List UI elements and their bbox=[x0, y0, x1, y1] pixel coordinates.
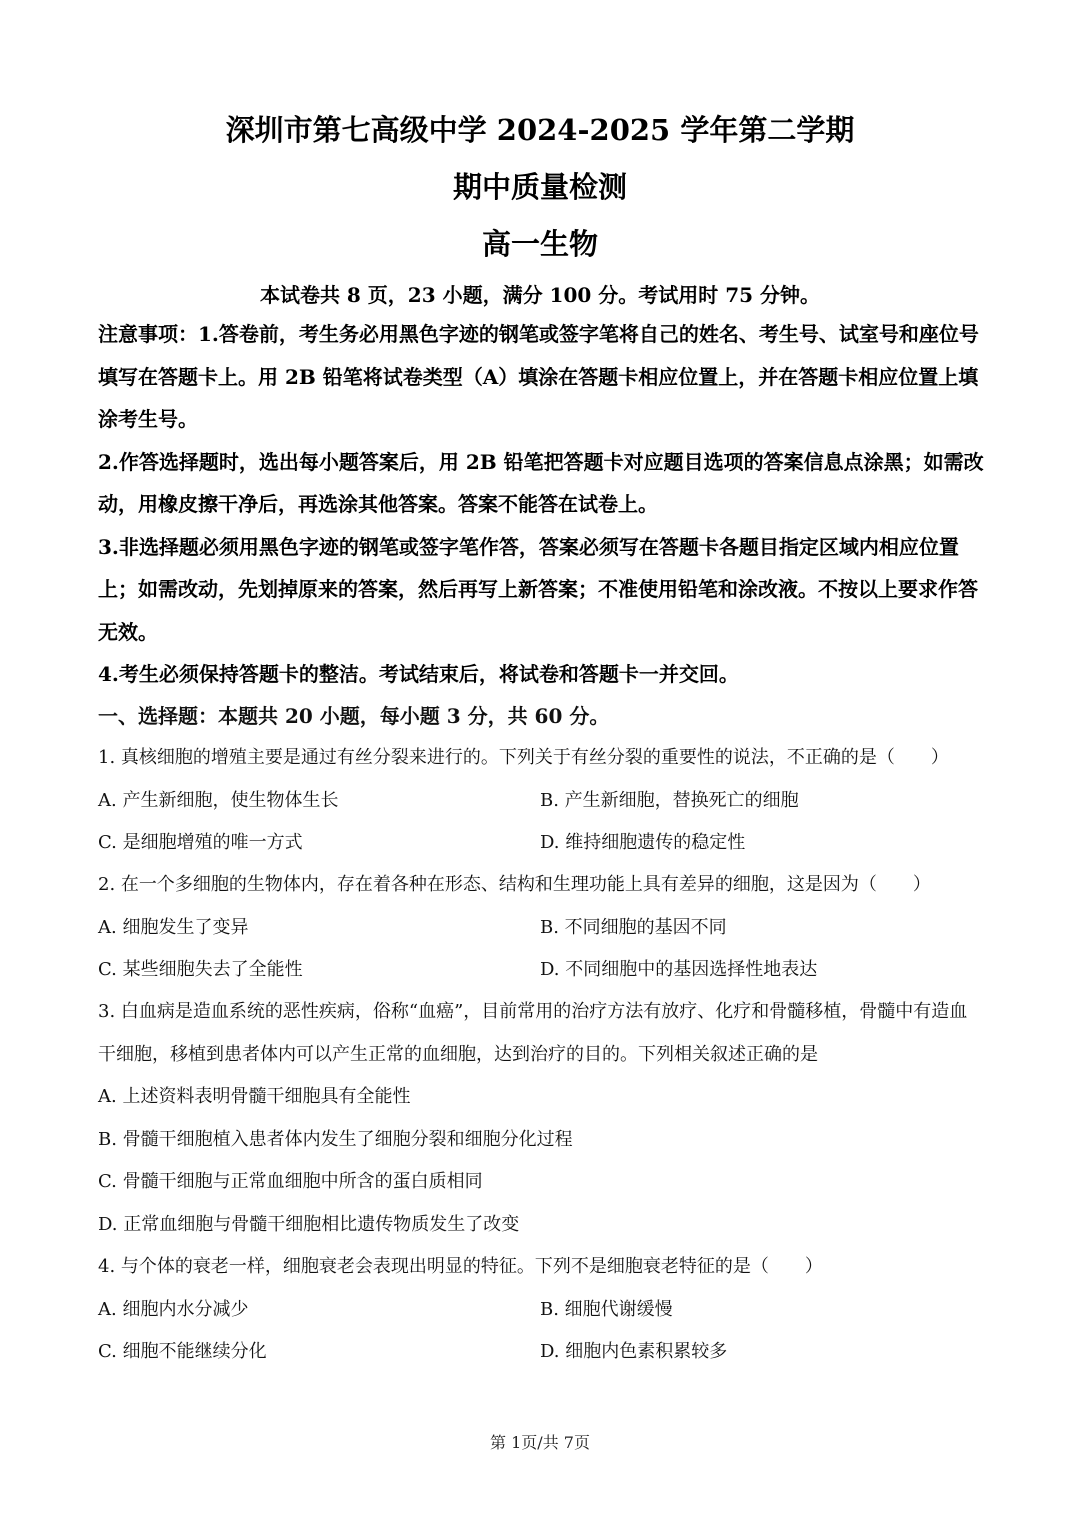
exam-info: 本试卷共 8 页，23 小题，满分 100 分。考试用时 75 分钟。 bbox=[259, 283, 821, 307]
question-1 bbox=[98, 737, 984, 865]
option-row bbox=[98, 822, 984, 865]
option-a: A. 细胞发生了变异 bbox=[98, 916, 249, 938]
option-b: B. 细胞代谢缓慢 bbox=[540, 1298, 673, 1320]
option-c: C. 骨髓干细胞与正常血细胞中所含的蛋白质相同 bbox=[98, 1171, 483, 1192]
option-d: D. 正常血细胞与骨髓干细胞相比遗传物质发生了改变 bbox=[98, 1213, 520, 1235]
notice-item-1: 注意事项：1.答卷前，考生务必用黑色字迹的钢笔或签字笔将自己的姓名、考生号、试室号和座位号填写在答题卡上。用 2B 铅笔将试卷类型（A）填涂在答题卡相应位置上，并在答题卡相应位置上填涂考生号。 bbox=[98, 322, 979, 431]
option-c: C. 细胞不能继续分化 bbox=[98, 1341, 267, 1362]
option-b: B. 不同细胞的基因不同 bbox=[540, 916, 727, 938]
question-4 bbox=[98, 1246, 984, 1374]
option-a: A. 细胞内水分减少 bbox=[98, 1298, 249, 1320]
option-row bbox=[98, 949, 984, 992]
exam-title: 深圳市第七高级中学 2024-2025 学年第二学期 bbox=[225, 113, 855, 147]
section-heading: 一、选择题：本题共 20 小题，每小题 3 分，共 60 分。 bbox=[98, 704, 610, 728]
notice-item-4: 4.考生必须保持答题卡的整洁。考试结束后，将试卷和答题卡一并交回。 bbox=[98, 662, 739, 686]
option-row bbox=[98, 780, 984, 823]
option-c: C. 某些细胞失去了全能性 bbox=[98, 959, 303, 980]
question-stem: 1. 真核细胞的增殖主要是通过有丝分裂来进行的。下列关于有丝分裂的重要性的说法，不正确的是（ ） bbox=[98, 747, 949, 768]
question-stem: 2. 在一个多细胞的生物体内，存在着各种在形态、结构和生理功能上具有差异的细胞，这是因为（ ） bbox=[98, 874, 931, 895]
notice-section bbox=[98, 313, 984, 696]
option-d: D. 不同细胞中的基因选择性地表达 bbox=[540, 959, 818, 980]
question-2 bbox=[98, 864, 984, 992]
question-3 bbox=[98, 991, 984, 1246]
option-row bbox=[98, 1289, 984, 1332]
question-stem: 3. 白血病是造血系统的恶性疾病，俗称“血癌”，目前常用的治疗方法有放疗、化疗和骨髓移植，骨髓中有造血干细胞，移植到患者体内可以产生正常的血细胞，达到治疗的目的。下列相关叙述正确的是 bbox=[98, 1001, 968, 1065]
notice-item-3: 3.非选择题必须用黑色字迹的钢笔或签字笔作答，答案必须写在答题卡各题目指定区域内相应位置上；如需改动，先划掉原来的答案，然后再写上新答案；不准使用铅笔和涂改液。不按以上要求作答无效。 bbox=[98, 534, 978, 644]
option-a: A. 上述资料表明骨髓干细胞具有全能性 bbox=[98, 1086, 411, 1107]
option-c: C. 是细胞增殖的唯一方式 bbox=[98, 832, 303, 853]
option-a: A. 产生新细胞，使生物体生长 bbox=[98, 789, 339, 811]
option-d: D. 细胞内色素积累较多 bbox=[540, 1341, 728, 1362]
subject-title: 高一生物 bbox=[481, 227, 598, 261]
page-number: 第 1页/共 7页 bbox=[490, 1433, 590, 1452]
notice-item-2: 2.作答选择题时，选出每小题答案后，用 2B 铅笔把答题卡对应题目选项的答案信息点涂黑；如需改动，用橡皮擦干净后，再选涂其他答案。答案不能答在试卷上。 bbox=[98, 449, 984, 516]
question-stem: 4. 与个体的衰老一样，细胞衰老会表现出明显的特征。下列不是细胞衰老特征的是（ ） bbox=[98, 1256, 823, 1277]
option-row bbox=[98, 1331, 984, 1374]
option-b: B. 产生新细胞，替换死亡的细胞 bbox=[540, 789, 799, 811]
option-d: D. 维持细胞遗传的稳定性 bbox=[540, 832, 746, 853]
option-row bbox=[98, 907, 984, 950]
exam-subtitle: 期中质量检测 bbox=[452, 170, 627, 204]
option-b: B. 骨髓干细胞植入患者体内发生了细胞分裂和细胞分化过程 bbox=[98, 1128, 573, 1150]
